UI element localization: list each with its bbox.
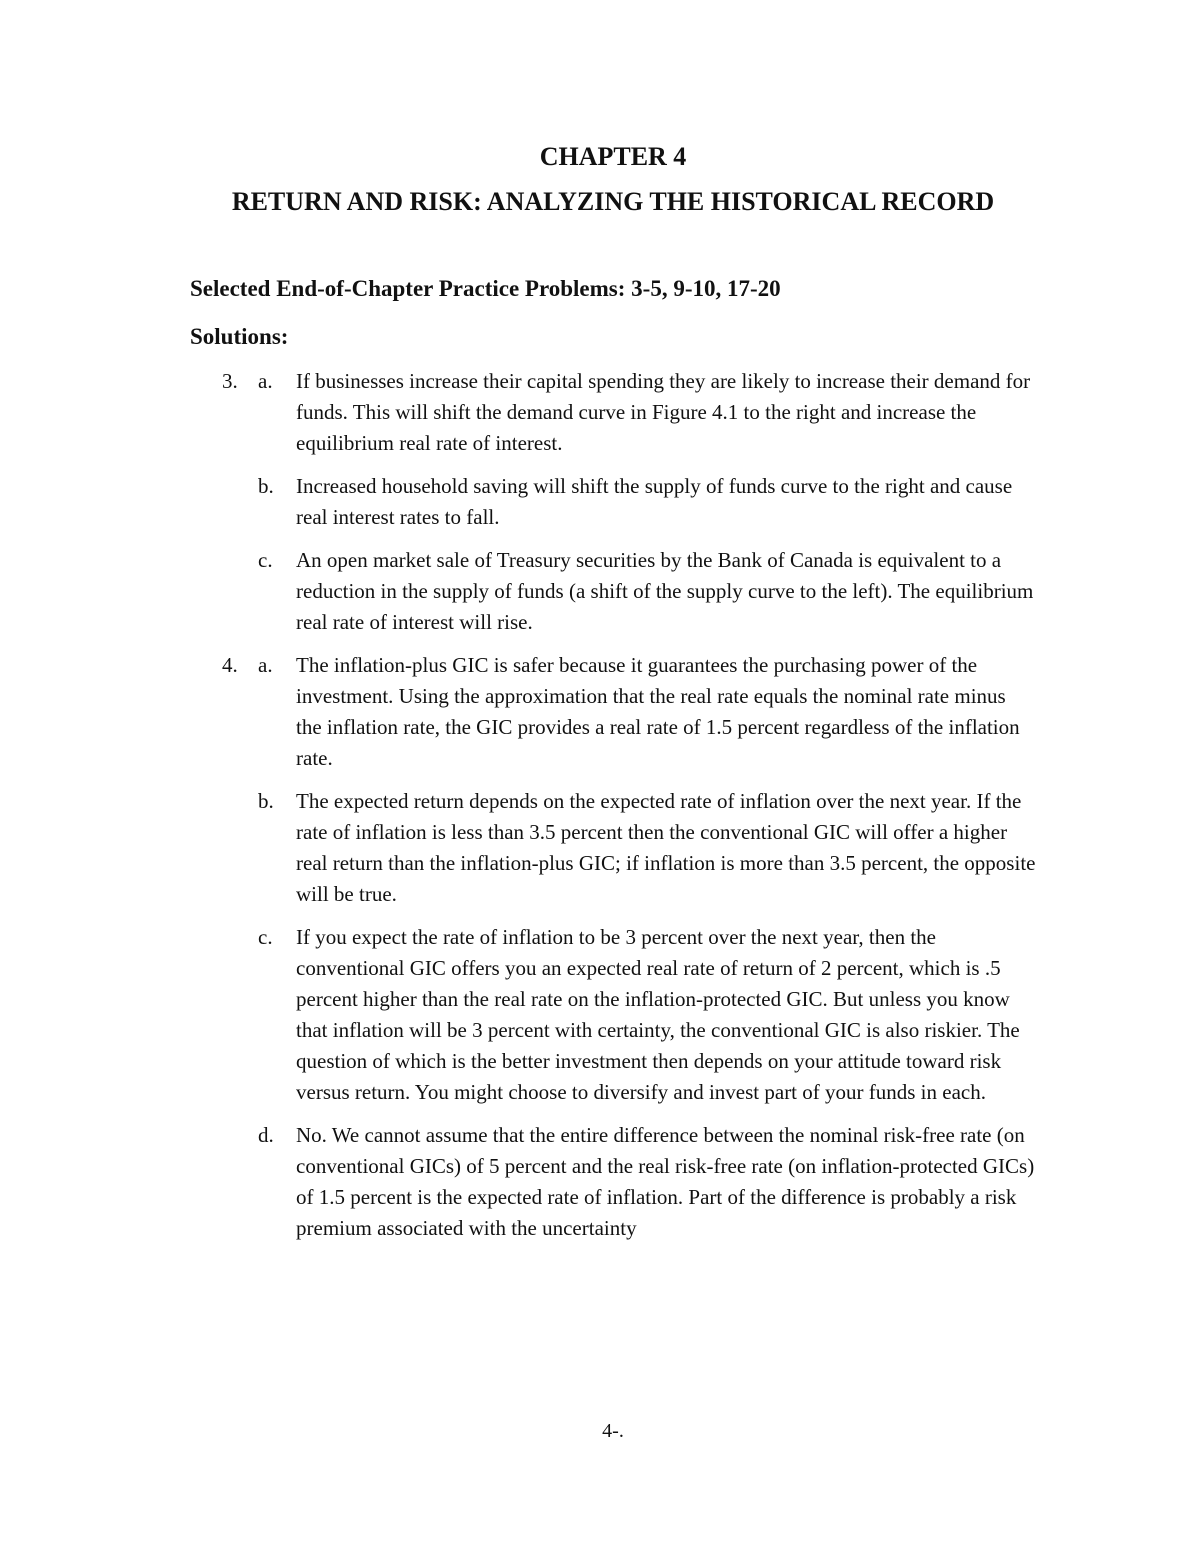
- page-number: 4-.: [602, 1420, 624, 1442]
- problem-4: [0, 650, 1200, 1244]
- problem-3: [0, 366, 1200, 638]
- problem-3-part-a: [0, 366, 1200, 459]
- solutions-list: [0, 366, 1200, 1256]
- problem-3-part-c: [0, 545, 1200, 638]
- part-text: No. We cannot assume that the entire difference between the nominal risk-free rate (on conventional GICs) of 5 percent and the real risk-free rate (on inflation-protected GICs) of 1.5 percent is the expected rate of inflation. Part of the difference is probably a risk premium associated with the uncertainty: [296, 1123, 1035, 1240]
- problem-4-part-b: [0, 786, 1200, 910]
- part-text: An open market sale of Treasury securities by the Bank of Canada is equivalent to a reduction in the supply of funds (a shift of the supply curve to the left). The equilibrium real rate of interest will rise.: [296, 548, 1034, 634]
- part-text: The expected return depends on the expected rate of inflation over the next year. If the rate of inflation is less than 3.5 percent then the conventional GIC will offer a higher real return than the inflation-plus GIC; if inflation is more than 3.5 percent, the opposite will be true.: [296, 789, 1036, 906]
- chapter-title: RETURN AND RISK: ANALYZING THE HISTORICAL RECORD: [231, 187, 995, 216]
- part-text: If businesses increase their capital spending they are likely to increase their demand for funds. This will shift the demand curve in Figure 4.1 to the right and increase the equilibrium real rate of interest.: [296, 369, 1031, 455]
- part-text: The inflation-plus GIC is safer because it guarantees the purchasing power of the investment. Using the approximation that the real rate equals the nominal rate minus the inflation rate, the GIC provides a real rate of 1.5 percent regardless of the inflation rate.: [296, 653, 1020, 770]
- part-text: Increased household saving will shift the supply of funds curve to the right and cause real interest rates to fall.: [296, 474, 1013, 529]
- part-letter: c.: [258, 548, 273, 572]
- chapter-number: CHAPTER 4: [539, 142, 687, 171]
- part-letter: a.: [258, 369, 273, 393]
- solutions-heading: Solutions:: [190, 324, 289, 349]
- part-letter: a.: [258, 653, 273, 677]
- problem-4-part-d: [0, 1120, 1200, 1244]
- practice-problems-heading: Selected End-of-Chapter Practice Problems: 3-5, 9-10, 17-20: [190, 276, 781, 301]
- part-letter: b.: [258, 474, 274, 498]
- problem-number: 4.: [222, 653, 238, 677]
- part-letter: d.: [258, 1123, 274, 1147]
- problem-number: 3.: [222, 369, 238, 393]
- part-letter: b.: [258, 789, 274, 813]
- part-text: If you expect the rate of inflation to be 3 percent over the next year, then the conventional GIC offers you an expected real rate of return of 2 percent, which is .5 percent higher than the real rate on the inflation-protected GIC. But unless you know that inflation will be 3 percent with certainty, the conventional GIC is also riskier. The question of which is the better investment then depends on your attitude toward risk versus return. You might choose to diversify and invest part of your funds in each.: [296, 925, 1020, 1104]
- problem-3-part-b: [0, 471, 1200, 533]
- problem-4-part-a: [0, 650, 1200, 774]
- problem-4-part-c: [0, 922, 1200, 1108]
- part-letter: c.: [258, 925, 273, 949]
